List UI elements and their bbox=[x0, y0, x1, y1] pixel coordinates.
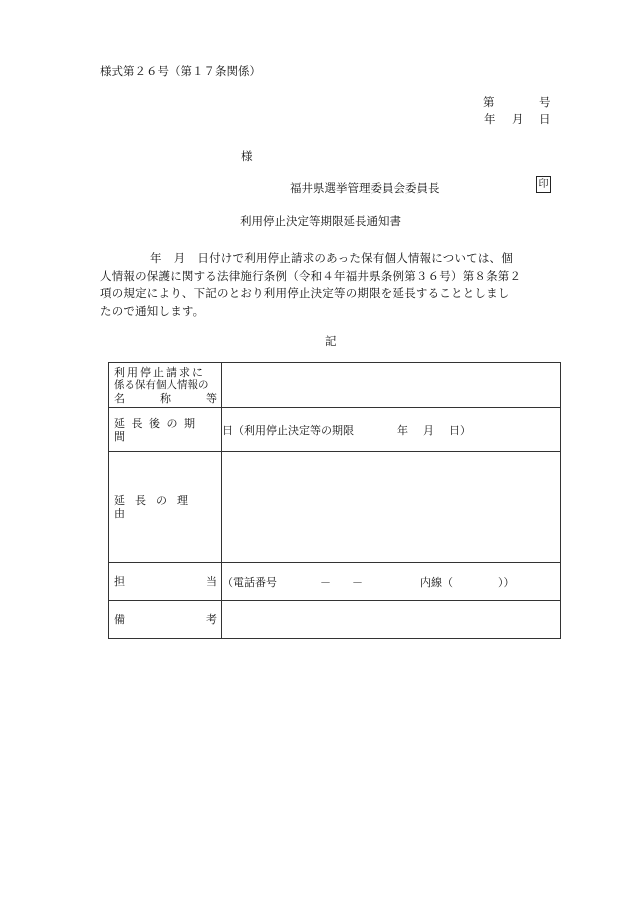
table-row bbox=[109, 601, 561, 639]
phone-label: （電話番号 bbox=[222, 575, 277, 589]
body-date-year: 年 bbox=[150, 251, 162, 265]
row1-label-char-b: 称 bbox=[160, 391, 171, 405]
body-line-1 bbox=[100, 250, 562, 268]
row-reason-label bbox=[109, 452, 222, 563]
document-title: 利用停止決定等期限延長通知書 bbox=[240, 214, 401, 228]
document-number-label: 第 bbox=[483, 95, 495, 109]
row-info-name-value[interactable] bbox=[222, 363, 561, 408]
row-contact-value[interactable] bbox=[222, 563, 561, 601]
ki-heading: 記 bbox=[325, 334, 337, 348]
row-extended-period-value[interactable] bbox=[222, 408, 561, 452]
date-month: 月 bbox=[512, 112, 524, 126]
row-reason-value[interactable] bbox=[222, 452, 561, 563]
row1-label-line2: 係る保有個人情報の bbox=[114, 378, 209, 391]
table-row bbox=[109, 408, 561, 452]
seal-box: 印 bbox=[536, 176, 551, 193]
body-line-3: 項の規定により、下記のとおり利用停止決定等の期限を延長することとしまし bbox=[100, 286, 510, 300]
row2-value-month: 月 bbox=[423, 423, 434, 437]
row5-label-b: 考 bbox=[206, 613, 217, 626]
row-remarks-value[interactable] bbox=[222, 601, 561, 639]
row2-value-day2: 日） bbox=[449, 423, 471, 437]
row5-label-a: 備 bbox=[114, 613, 125, 626]
notice-body bbox=[100, 250, 562, 320]
row2-label-text: 延長後の期間 bbox=[114, 416, 202, 443]
row-remarks-label bbox=[109, 601, 222, 639]
extension-label: 内線（ bbox=[420, 575, 453, 589]
extension-close: ）） bbox=[498, 575, 515, 589]
table-row bbox=[109, 563, 561, 601]
table-row bbox=[109, 363, 561, 408]
table-row bbox=[109, 452, 561, 563]
phone-dash-2: － bbox=[352, 575, 363, 589]
date-day: 日 bbox=[539, 112, 551, 126]
body-line-2: 人情報の保護に関する法律施行条例（令和４年福井県条例第３６号）第８条第２ bbox=[100, 268, 522, 283]
row1-label-char-a: 名 bbox=[114, 391, 125, 405]
row3-label-text: 延長の理由 bbox=[114, 494, 198, 520]
row2-value-year: 年 bbox=[397, 423, 408, 437]
document-number-suffix: 号 bbox=[539, 95, 551, 109]
body-date-month: 月 bbox=[173, 251, 186, 265]
addressee-honorific: 様 bbox=[241, 149, 253, 163]
row4-label-a: 担 bbox=[114, 575, 125, 588]
row2-value-day: 日（利用停止決定等の期限 bbox=[222, 423, 354, 437]
form-number: 様式第２６号（第１７条関係） bbox=[100, 64, 261, 78]
row-info-name-label bbox=[109, 363, 222, 408]
body-line-4: たので通知します。 bbox=[100, 303, 205, 318]
body-line-1-text: 日付けで利用停止請求のあった保有個人情報については、個 bbox=[197, 251, 513, 265]
sender-name: 福井県選挙管理委員会委員長 bbox=[290, 181, 440, 195]
row-extended-period-label bbox=[109, 408, 222, 452]
date-year: 年 bbox=[484, 112, 496, 126]
phone-dash-1: － bbox=[320, 575, 331, 589]
row1-label-line1: 利用停止請求に bbox=[114, 365, 205, 379]
detail-table bbox=[108, 362, 561, 639]
row1-label-char-c: 等 bbox=[206, 391, 217, 405]
row-contact-label bbox=[109, 563, 222, 601]
row4-label-b: 当 bbox=[206, 575, 217, 588]
